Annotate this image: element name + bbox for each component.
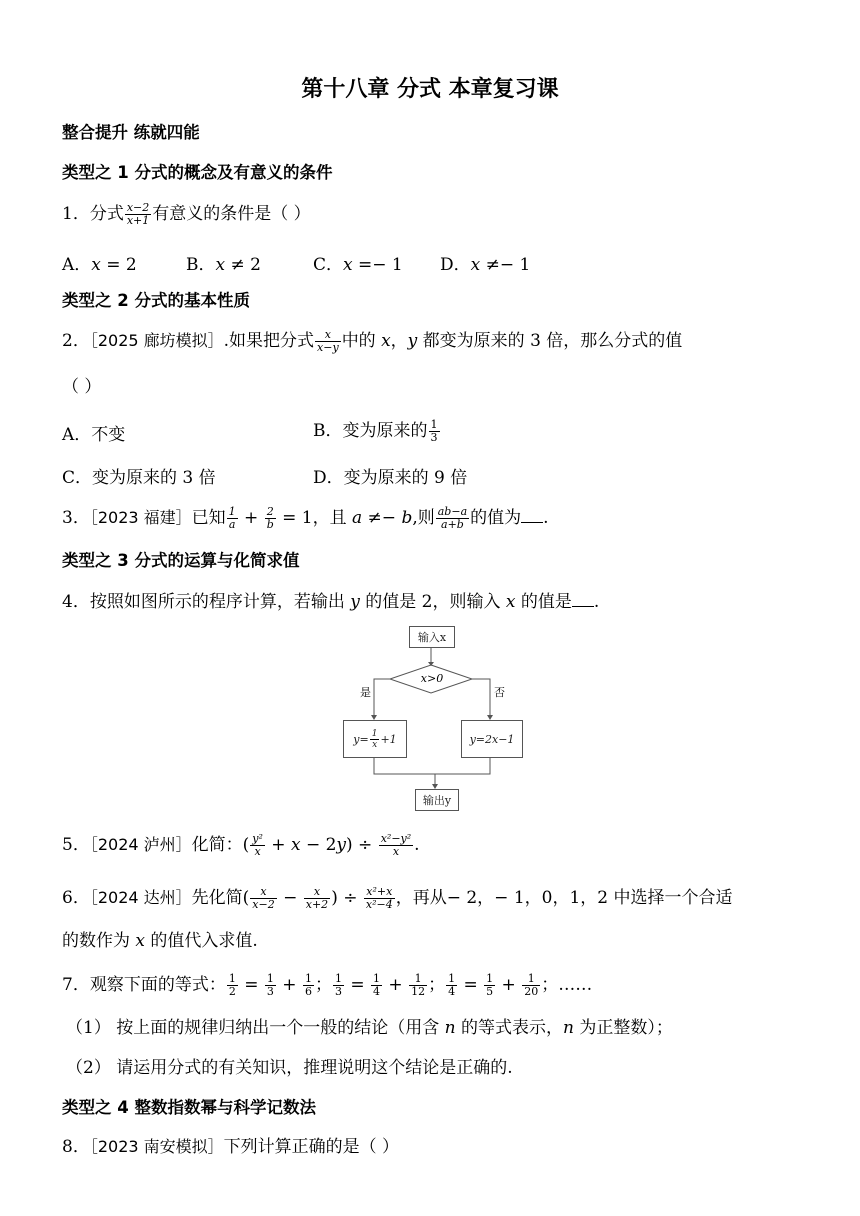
fraction: $\frac{ab-a}{a+b}$ bbox=[437, 505, 468, 531]
section-heading: 整合提升 练就四能 bbox=[62, 123, 200, 142]
fraction: $\frac{1}{3}$ bbox=[334, 972, 342, 998]
q1-option-b[interactable]: B．𝑥 ≠ 2 bbox=[186, 255, 261, 275]
flowchart-left-box: y= $\frac{1}{x}$ +1 bbox=[343, 720, 407, 758]
fraction: $\frac{\text{x²−y²}}{x}$ bbox=[380, 832, 412, 858]
fraction: $\frac{\text{y²}}{x}$ bbox=[252, 832, 263, 858]
flowchart-output-box: 输出y bbox=[415, 789, 459, 811]
fraction: $\frac{1}{3}$ bbox=[430, 418, 438, 444]
source-tag: ［2024 达州］ bbox=[89, 888, 192, 907]
answer-blank[interactable] bbox=[572, 590, 594, 607]
question-8: 8．［2023 南安模拟］下列计算正确的是（ ） bbox=[62, 1137, 400, 1157]
fraction: $\frac{x-2}{x+1}$ bbox=[126, 201, 150, 227]
q2-option-d[interactable]: D．变为原来的 9 倍 bbox=[313, 468, 468, 488]
fraction: $\frac{x}{x+2}$ bbox=[305, 885, 329, 911]
source-tag: ［2023 南安模拟］ bbox=[89, 1137, 224, 1156]
q2-option-a[interactable]: A．不变 bbox=[62, 425, 126, 445]
q2-paren: （ ） bbox=[62, 377, 102, 397]
fraction: $\frac{1}{6}$ bbox=[304, 972, 312, 998]
fraction: $\frac{1}{3}$ bbox=[266, 972, 274, 998]
answer-blank[interactable] bbox=[521, 506, 543, 523]
q2-option-c[interactable]: C．变为原来的 3 倍 bbox=[62, 468, 216, 488]
flowchart-lines bbox=[336, 622, 526, 814]
question-1: 1．分式 $\frac{x-2}{x+1}$ 有意义的条件是（ ） bbox=[62, 201, 311, 227]
fraction: $\frac{1}{4}$ bbox=[448, 972, 456, 998]
source-tag: ［2025 廊坊模拟］ bbox=[89, 331, 224, 350]
question-3: 3．［2023 福建］已知 $\frac{1}{a}$ + $\frac{2}{b}$ = 1，且 𝑎 ≠− 𝑏,则 $\frac{ab-a}{a+b}$ 的值为 . bbox=[62, 505, 549, 531]
fraction: $\frac{x}{x-y}$ bbox=[317, 328, 339, 354]
section-type-4: 类型之 4 整数指数幂与科学记数法 bbox=[62, 1098, 316, 1117]
page-title: 第十八章 分式 本章复习课 bbox=[301, 77, 559, 102]
q2-option-b[interactable]: B．变为原来的 $\frac{1}{3}$ bbox=[313, 418, 438, 444]
q1-option-a[interactable]: A．𝑥 = 2 bbox=[62, 255, 137, 275]
q1-option-d[interactable]: D．𝑥 ≠− 1 bbox=[440, 255, 531, 275]
fraction: $\frac{1}{12}$ bbox=[411, 972, 426, 998]
q7-sub-2: （2） 请运用分式的有关知识，推理说明这个结论是正确的. bbox=[66, 1058, 513, 1078]
fraction: $\frac{1}{20}$ bbox=[524, 972, 539, 998]
flowchart bbox=[336, 622, 526, 814]
question-4: 4．按照如图所示的程序计算，若输出 𝑦 的值是 2，则输入 𝑥 的值是 . bbox=[62, 592, 600, 612]
source-tag: ［2023 福建］ bbox=[89, 508, 192, 527]
fraction: $\frac{1}{a}$ bbox=[228, 505, 236, 531]
flowchart-no-label: 否 bbox=[494, 686, 505, 699]
fraction: $\frac{x}{x-2}$ bbox=[252, 885, 275, 911]
fraction: $\frac{2}{b}$ bbox=[266, 505, 274, 531]
fraction: $\frac{1}{5}$ bbox=[486, 972, 494, 998]
flowchart-right-box: y=2x−1 bbox=[461, 720, 523, 758]
question-2: 2．［2025 廊坊模拟］.如果把分式 $\frac{x}{x-y}$ 中的 𝑥，𝑦 都变为原来的 3 倍，那么分式的值 bbox=[62, 328, 683, 354]
fraction: $\frac{\text{x²+x}}{\text{x²−4}}$ bbox=[365, 885, 393, 911]
flowchart-condition: x>0 bbox=[420, 672, 444, 685]
source-tag: ［2024 泸州］ bbox=[89, 835, 192, 854]
flowchart-yes-label: 是 bbox=[360, 686, 371, 699]
flowchart-input-box: 输入x bbox=[409, 626, 455, 648]
q7-sub-1: （1） 按上面的规律归纳出一个一般的结论（用含 𝑛 的等式表示，𝑛 为正整数）； bbox=[66, 1018, 673, 1038]
question-7: 7．观察下面的等式： $\frac{1}{2}$ = $\frac{1}{3}$ + $\frac{1}{6}$ ； $\frac{1}{3}$ = $\frac{1}{4}$ + $\frac{1}{12}$ ； $\frac{1}{4}$ = $\frac{1}{5}$ + $\frac{1}{20}$ ；…… bbox=[62, 972, 593, 998]
q7-equations: $\frac{1}{2}$ = $\frac{1}{3}$ + $\frac{1}{6}$ ； $\frac{1}{3}$ = $\frac{1}{4}$ + $\frac{1}{12}$ ； $\frac{1}{4}$ = $\frac{1}{5}$ + $\frac{1}{20}$ ； bbox=[228, 972, 559, 998]
section-type-2: 类型之 2 分式的基本性质 bbox=[62, 291, 250, 310]
fraction: $\frac{1}{2}$ bbox=[228, 972, 236, 998]
section-type-1: 类型之 1 分式的概念及有意义的条件 bbox=[62, 163, 333, 182]
question-6: 6．［2024 达州］先化简( $\frac{x}{x-2}$ − $\frac{x}{x+2}$ ) ÷ $\frac{\text{x²+x}}{\text{x²−4}}$ ，再从− 2，− 1，0，1，2 中选择一个合适 bbox=[62, 885, 733, 911]
q6-line-2: 的数作为 𝑥 的值代入求值. bbox=[62, 931, 258, 951]
fraction: $\frac{1}{4}$ bbox=[373, 972, 381, 998]
q1-option-c[interactable]: C．𝑥 =− 1 bbox=[313, 255, 403, 275]
question-5: 5．［2024 泸州］化简：( $\frac{\text{y²}}{x}$ + 𝑥 − 2𝑦) ÷ $\frac{\text{x²−y²}}{x}$ . bbox=[62, 832, 420, 858]
section-type-3: 类型之 3 分式的运算与化简求值 bbox=[62, 551, 300, 570]
